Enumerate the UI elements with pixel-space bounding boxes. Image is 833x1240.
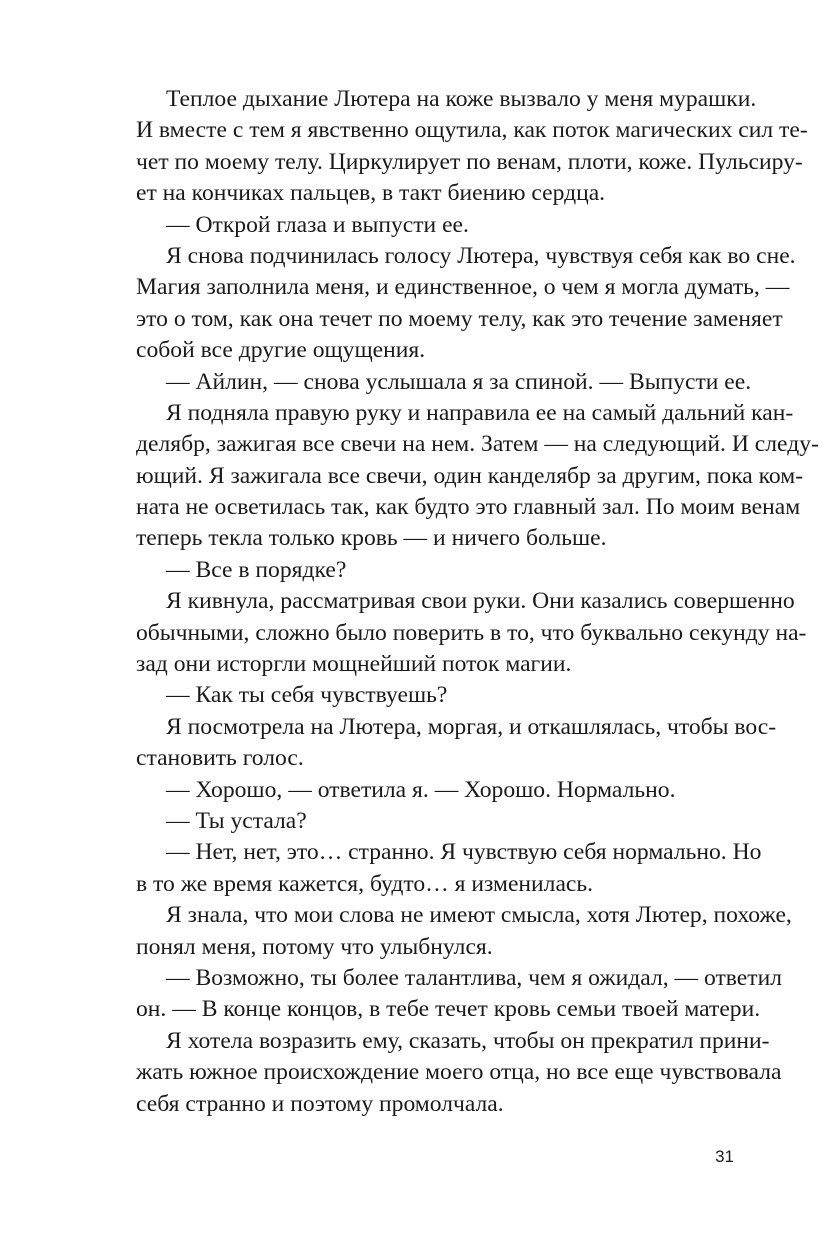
text-line: в то же время кажется, будто… я изменилась. [136,870,594,897]
text-line: жать южное происхождение моего отца, но все еще чувствовала [136,1059,782,1086]
text-line: — Айлин, — снова услышала я за спиной. — Выпусти ее. [166,368,752,395]
text-line: — Нет, нет, это… странно. Я чувствую себя нормально. Но [166,839,762,866]
text-line: — Все в порядке? [166,556,347,583]
text-line: — Как ты себя чувствуешь? [166,682,448,709]
text-line: Я посмотрела на Лютера, моргая, и откашлялась, чтобы вос- [166,713,777,740]
text-line: Теплое дыхание Лютера на коже вызвало у меня мурашки. [166,86,757,112]
text-line: теперь текла только кровь — и ничего больше. [136,525,607,552]
text-line: ющий. Я зажигала все свечи, один канделябр за другим, пока ком- [136,462,804,489]
text-line: чет по моему телу. Циркулирует по венам, плоти, коже. Пульсиру- [136,148,803,175]
text-line: Я знала, что мои слова не имеют смысла, хотя Лютер, похоже, [166,902,792,929]
body-text [136,84,819,1120]
text-line: это о том, как она течет по моему телу, как это течение заменяет [136,305,783,332]
text-line: — Ты устала? [166,807,307,834]
text-line: он. — В конце концов, в тебе течет кровь семьи твоей матери. [136,996,761,1023]
text-line: Я кивнула, рассматривая свои руки. Они казались совершенно [166,588,795,615]
text-line: ет на кончиках пальцев, в такт биению сердца. [136,180,606,207]
text-line: Я подняла правую руку и направила ее на самый дальний кан- [166,399,794,426]
text-line: Я снова подчинилась голосу Лютера, чувствуя себя как во сне. [166,242,796,269]
text-line: делябр, зажигая все свечи на нем. Затем — на следующий. И следу- [136,431,819,458]
text-line: понял меня, потому что улыбнулся. [136,933,493,960]
text-line: становить голос. [136,745,304,772]
text-line: — Открой глаза и выпусти ее. [166,211,469,238]
text-line: Магия заполнила меня, и единственное, о чем я могла думать, — [136,274,790,301]
text-line: себя странно и поэтому промолчала. [136,1090,504,1117]
page-number: 31 [715,1147,734,1166]
text-line: Я хотела возразить ему, сказать, чтобы он прекратил прини- [166,1027,770,1054]
text-line: собой все другие ощущения. [136,337,426,364]
text-line: — Возможно, ты более талантлива, чем я ожидал, — ответил [166,964,782,991]
text-line: зад они исторгли мощнейший поток магии. [136,651,572,678]
text-line: И вместе с тем я явственно ощутила, как поток магических сил те- [136,117,808,144]
text-line: обычными, сложно было поверить в то, что буквально секунду на- [136,619,807,646]
text-line: — Хорошо, — ответила я. — Хорошо. Нормально. [166,776,676,803]
text-line: ната не осветилась так, как будто это главный зал. По моим венам [136,494,801,521]
